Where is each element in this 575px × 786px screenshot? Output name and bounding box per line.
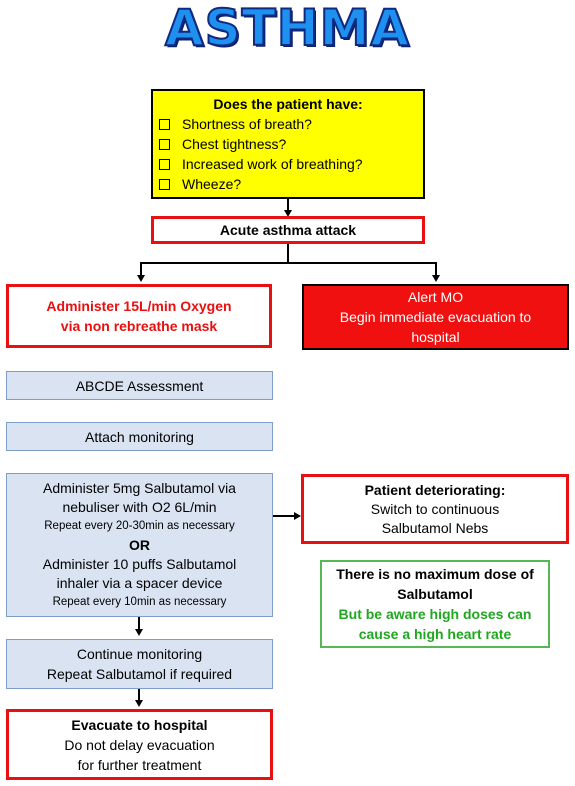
list-item: Increased work of breathing? (159, 154, 363, 174)
arrow-down-icon (135, 700, 143, 707)
list-item: Wheeze? (159, 174, 363, 194)
list-item: Chest tightness? (159, 134, 363, 154)
salbutamol-box: Administer 5mg Salbutamol via nebuliser with O2 6L/min Repeat every 20-30min as necessary OR Administer 10 puffs Salbutamol inhaler via a spacer device Repeat every 10min as necessary (6, 473, 273, 617)
oxygen-box: Administer 15L/min Oxygen via non rebreathe mask (6, 284, 272, 348)
acute-attack-box: Acute asthma attack (151, 216, 425, 244)
alert-mo-box: Alert MO Begin immediate evacuation to hospital (302, 284, 569, 350)
arrow-down-icon (135, 629, 143, 636)
symptoms-heading: Does the patient have: (213, 96, 363, 112)
max-dose-box: There is no maximum dose of Salbutamol But be aware high doses can cause a high heart rate (320, 560, 550, 648)
page-title: ASTHMA (164, 0, 411, 57)
symptoms-box (151, 89, 425, 199)
connector-line (287, 244, 289, 262)
arrow-right-icon (294, 512, 301, 520)
deteriorating-box: Patient deteriorating: Switch to continuous Salbutamol Nebs (301, 474, 569, 544)
connector-line (140, 262, 436, 264)
continue-box: Continue monitoring Repeat Salbutamol if required (6, 639, 273, 689)
evacuate-box: Evacuate to hospital Do not delay evacuation for further treatment (6, 709, 273, 780)
arrow-down-icon (432, 275, 440, 282)
arrow-down-icon (137, 275, 145, 282)
connector-line (140, 262, 142, 276)
connector-line (435, 262, 437, 276)
checkbox-icon (159, 159, 170, 170)
symptoms-list (159, 114, 363, 194)
checkbox-icon (159, 119, 170, 130)
checkbox-icon (159, 179, 170, 190)
monitoring-box: Attach monitoring (6, 422, 273, 451)
list-item: Shortness of breath? (159, 114, 363, 134)
connector-line (273, 515, 295, 517)
abcde-box: ABCDE Assessment (6, 371, 273, 400)
checkbox-icon (159, 139, 170, 150)
